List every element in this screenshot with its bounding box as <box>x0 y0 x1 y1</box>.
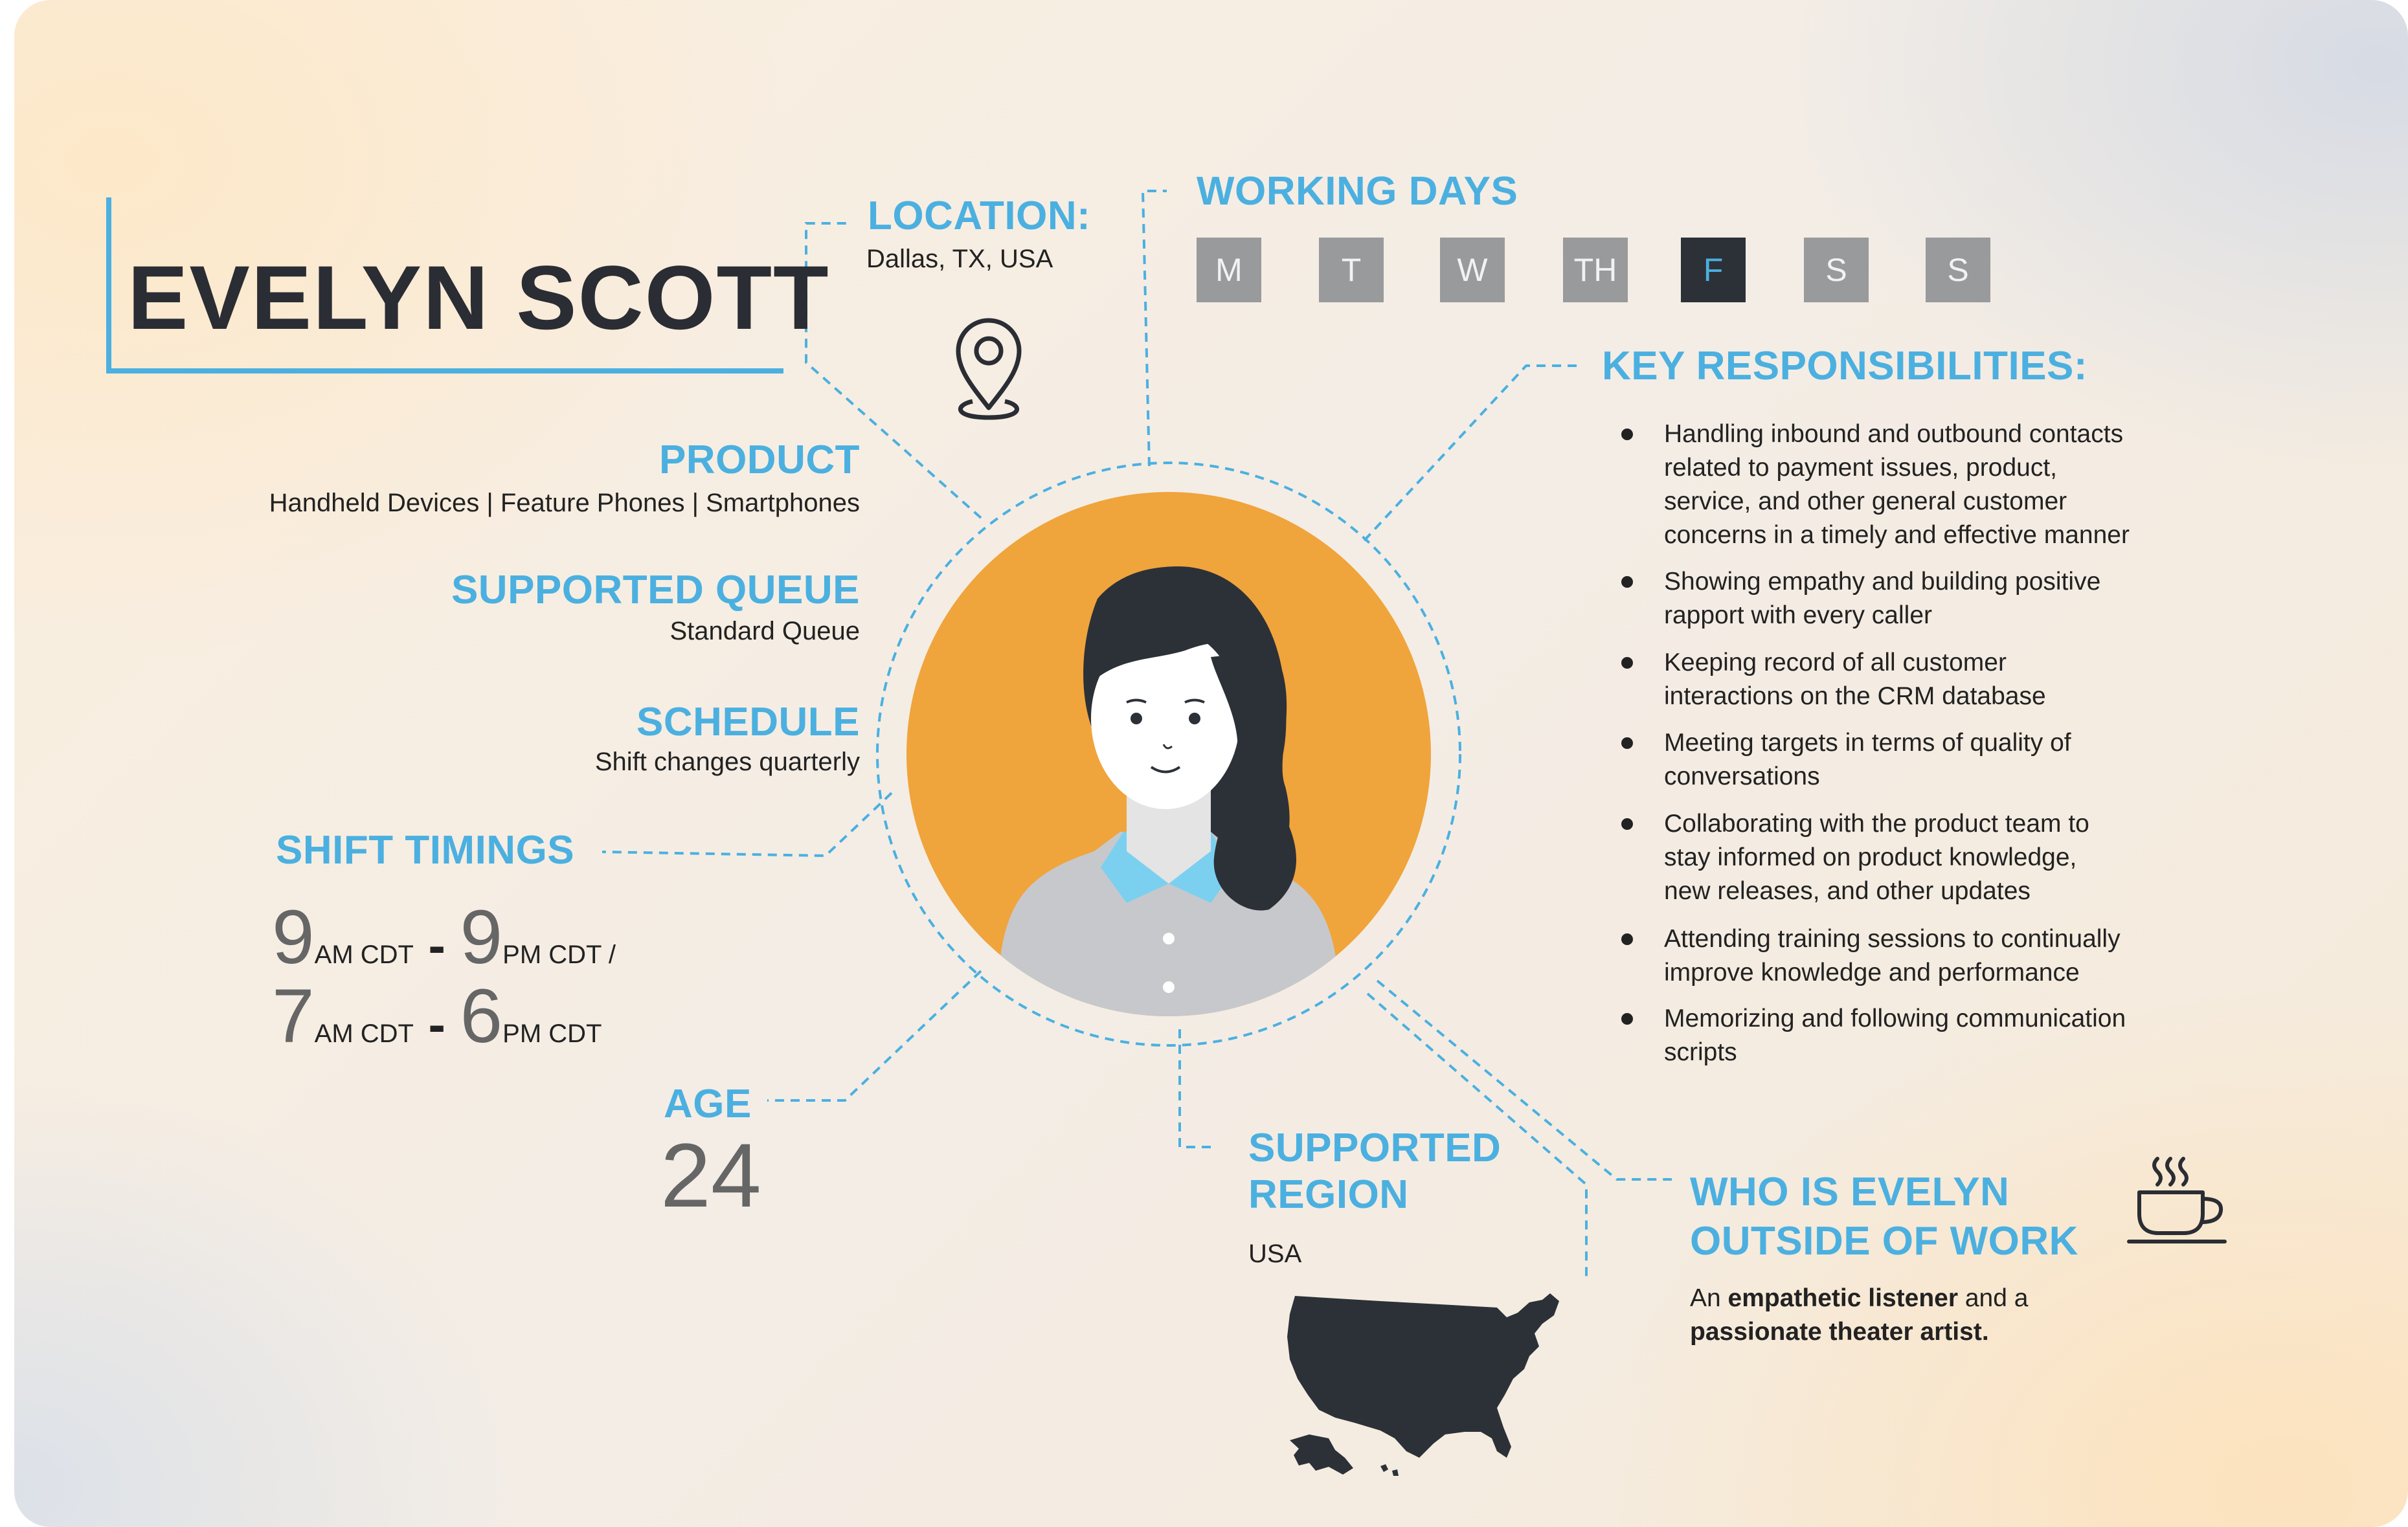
day-3: TH <box>1563 238 1628 302</box>
outside-work-bold-1: empathetic listener <box>1727 1284 1959 1312</box>
schedule-value: Shift changes quarterly <box>594 748 860 776</box>
responsibility-line: stay informed on product knowledge, <box>1664 843 2077 871</box>
outside-work-heading-line1: WHO IS EVELYN <box>1690 1170 2010 1214</box>
bullet-icon <box>1621 429 1633 440</box>
shift-1-start-unit: AM CDT <box>314 941 414 969</box>
shift-2-start-unit: AM CDT <box>314 1020 414 1048</box>
bullet-icon <box>1621 576 1633 588</box>
day-5: S <box>1804 238 1869 302</box>
shift-2-end-unit: PM CDT <box>502 1020 602 1048</box>
responsibility-item <box>1664 807 2195 908</box>
shift-1-start: 9 <box>272 895 315 980</box>
responsibility-line: Keeping record of all customer <box>1664 649 2007 676</box>
responsibility-line: related to payment issues, product, <box>1664 454 2057 482</box>
age-heading: AGE <box>664 1082 752 1126</box>
responsibility-item <box>1664 418 2195 552</box>
responsibility-item <box>1664 922 2195 990</box>
day-0: M <box>1197 238 1261 302</box>
day-1: T <box>1319 238 1384 302</box>
responsibility-line: conversations <box>1664 763 1820 790</box>
location-heading: LOCATION: <box>868 194 1091 238</box>
responsibility-line: interactions on the CRM database <box>1664 682 2046 710</box>
persona-card <box>14 0 2408 1527</box>
bullet-icon <box>1621 1013 1633 1025</box>
shift-row-1 <box>272 893 616 981</box>
responsibility-line: Meeting targets in terms of quality of <box>1664 729 2071 757</box>
working-days-heading: WORKING DAYS <box>1197 169 1518 214</box>
name-accent-bar <box>106 197 111 373</box>
responsibility-line: rapport with every caller <box>1664 601 1932 629</box>
responsibility-item <box>1664 646 2195 713</box>
responsibility-line: Attending training sessions to continually <box>1664 925 2121 953</box>
outside-work-bold-2: passionate theater artist. <box>1690 1318 1989 1346</box>
location-value: Dallas, TX, USA <box>866 245 1053 273</box>
queue-heading: SUPPORTED QUEUE <box>451 568 860 612</box>
responsibility-line: Handling inbound and outbound contacts <box>1664 420 2124 448</box>
shift-heading: SHIFT TIMINGS <box>276 828 575 873</box>
outside-work-heading <box>1690 1168 2078 1266</box>
outside-work-heading-line2: OUTSIDE OF WORK <box>1690 1219 2078 1264</box>
shift-1-end-unit: PM CDT / <box>502 941 616 969</box>
schedule-heading: SCHEDULE <box>636 700 860 744</box>
day-4: F <box>1681 238 1746 302</box>
usa-map-icon <box>1283 1288 1588 1482</box>
persona-name: EVELYN SCOTT <box>128 247 830 348</box>
responsibility-item <box>1664 726 2195 794</box>
age-value: 24 <box>660 1124 761 1226</box>
responsibilities-heading: KEY RESPONSIBILITIES: <box>1602 344 2088 388</box>
responsibility-line: concerns in a timely and effective manner <box>1664 521 2130 549</box>
region-value: USA <box>1248 1240 1302 1268</box>
bullet-icon <box>1621 818 1633 830</box>
responsibility-line: service, and other general customer <box>1664 487 2067 515</box>
region-heading-line2: REGION <box>1248 1172 1409 1217</box>
bullet-icon <box>1621 657 1633 669</box>
responsibility-line: scripts <box>1664 1038 1737 1066</box>
shift-row-2 <box>272 972 602 1060</box>
day-2: W <box>1440 238 1505 302</box>
responsibility-line: Collaborating with the product team to <box>1664 810 2089 838</box>
shift-1-end: 9 <box>460 895 503 980</box>
woman-avatar-icon <box>906 489 1437 1020</box>
product-value: Handheld Devices | Feature Phones | Smartphones <box>269 489 860 517</box>
responsibility-item <box>1664 565 2195 632</box>
name-underline <box>106 368 783 373</box>
queue-value: Standard Queue <box>670 617 860 645</box>
outside-work-text <box>1690 1282 2143 1349</box>
responsibility-line: new releases, and other updates <box>1664 877 2031 905</box>
region-heading-line1: SUPPORTED <box>1248 1126 1502 1170</box>
coffee-cup-icon <box>2125 1152 2235 1249</box>
bullet-icon <box>1621 737 1633 749</box>
responsibility-line: Memorizing and following communication <box>1664 1005 2126 1032</box>
outside-work-text-1: An <box>1690 1284 1728 1312</box>
product-heading: PRODUCT <box>658 438 860 482</box>
shift-2-end: 6 <box>460 974 503 1059</box>
shift-1-dash: - <box>428 917 446 974</box>
shift-2-start: 7 <box>272 974 315 1059</box>
location-pin-icon <box>947 311 1031 424</box>
responsibility-line: Showing empathy and building positive <box>1664 568 2101 596</box>
bullet-icon <box>1621 933 1633 945</box>
outside-work-text-2: and a <box>1958 1284 2029 1312</box>
region-heading <box>1248 1125 1501 1218</box>
shift-2-dash: - <box>428 996 446 1053</box>
day-6: S <box>1926 238 1990 302</box>
responsibility-line: improve knowledge and performance <box>1664 959 2080 986</box>
responsibility-item <box>1664 1002 2195 1069</box>
